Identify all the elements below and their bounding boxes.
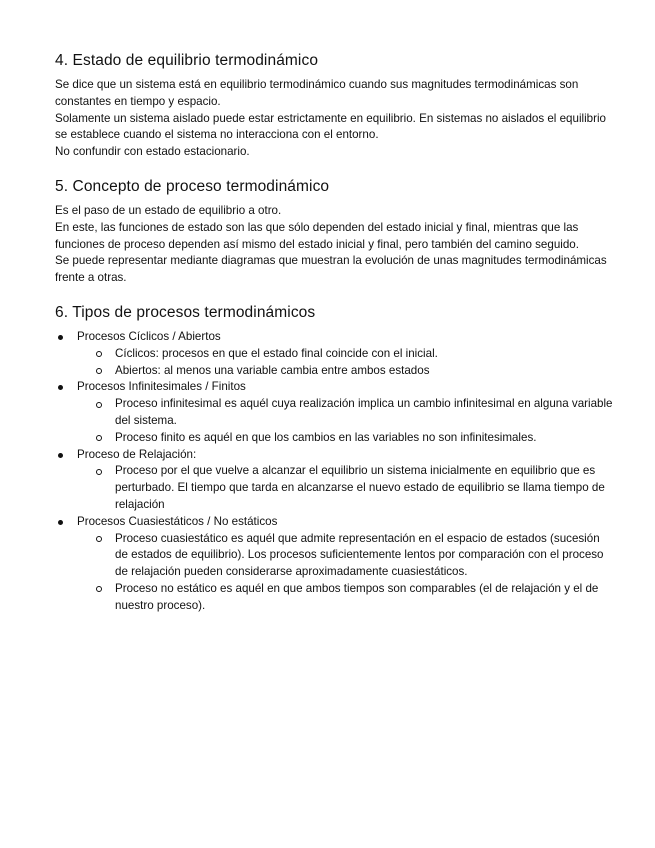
section-process-types	[55, 304, 615, 615]
sub-list	[55, 396, 615, 446]
document-content	[55, 52, 615, 632]
sub-list	[55, 531, 615, 615]
list-item	[55, 447, 615, 514]
list-item	[55, 379, 615, 446]
list-item-label: Procesos Cuasiestáticos / No estáticos	[77, 514, 278, 528]
list-item-label: Procesos Cíclicos / Abiertos	[77, 329, 221, 343]
section-process-concept	[55, 178, 615, 287]
section-equilibrium-state	[55, 52, 615, 161]
list-item-label: Procesos Infinitesimales / Finitos	[77, 380, 246, 394]
list-item-label: Proceso de Relajación:	[77, 447, 197, 461]
sub-list-item: Proceso cuasiestático es aquél que admite representación en el espacio de estados (sucesión de estados de equilibrio). Los procesos suficientemente lentos por comparación con el proceso de relajación pueden considerarse aproximadamente cuasiestáticos.	[77, 531, 615, 581]
paragraph: Se dice que un sistema está en equilibrio termodinámico cuando sus magnitudes termodinámicas son constantes en tiempo y espacio.	[55, 78, 579, 108]
section-heading: 5. Concepto de proceso termodinámico	[55, 177, 330, 195]
section-heading: 4. Estado de equilibrio termodinámico	[55, 52, 319, 69]
sub-list	[55, 463, 615, 513]
sub-list-item: Proceso no estático es aquél en que ambos tiempos son comparables (el de relajación y el de nuestro proceso).	[77, 581, 615, 615]
section-heading: 6. Tipos de procesos termodinámicos	[55, 303, 316, 321]
paragraph: Es el paso de un estado de equilibrio a otro.	[55, 203, 282, 217]
sub-list	[55, 346, 615, 380]
sub-list-item: Proceso infinitesimal es aquél cuya realización implica un cambio infinitesimal en alguna variable del sistema.	[77, 396, 615, 430]
paragraph: No confundir con estado estacionario.	[55, 145, 250, 159]
sub-list-item: Abiertos: al menos una variable cambia entre ambos estados	[77, 363, 615, 380]
paragraph: Se puede representar mediante diagramas que muestran la evolución de unas magnitudes termodinámicas frente a otras.	[55, 254, 607, 285]
sub-list-item: Proceso finito es aquél en que los cambios en las variables no son infinitesimales.	[77, 430, 615, 447]
process-types-list	[55, 329, 615, 615]
paragraph: En este, las funciones de estado son las que sólo dependen del estado inicial y final, mientras que las funciones de proceso dependen así mismo del estado inicial y final, pero también del camino seguido.	[55, 220, 579, 251]
paragraph: Solamente un sistema aislado puede estar estrictamente en equilibrio. En sistemas no aislados el equilibrio se establece cuando el sistema no interacciona con el entorno.	[55, 111, 607, 142]
list-item	[55, 329, 615, 379]
sub-list-item: Proceso por el que vuelve a alcanzar el equilibrio un sistema inicialmente en equilibrio que es perturbado. El tiempo que tarda en alcanzarse el nuevo estado de equilibrio se llama tiempo de relajación	[77, 463, 615, 513]
list-item	[55, 514, 615, 615]
sub-list-item: Cíclicos: procesos en que el estado final coincide con el inicial.	[77, 346, 615, 363]
